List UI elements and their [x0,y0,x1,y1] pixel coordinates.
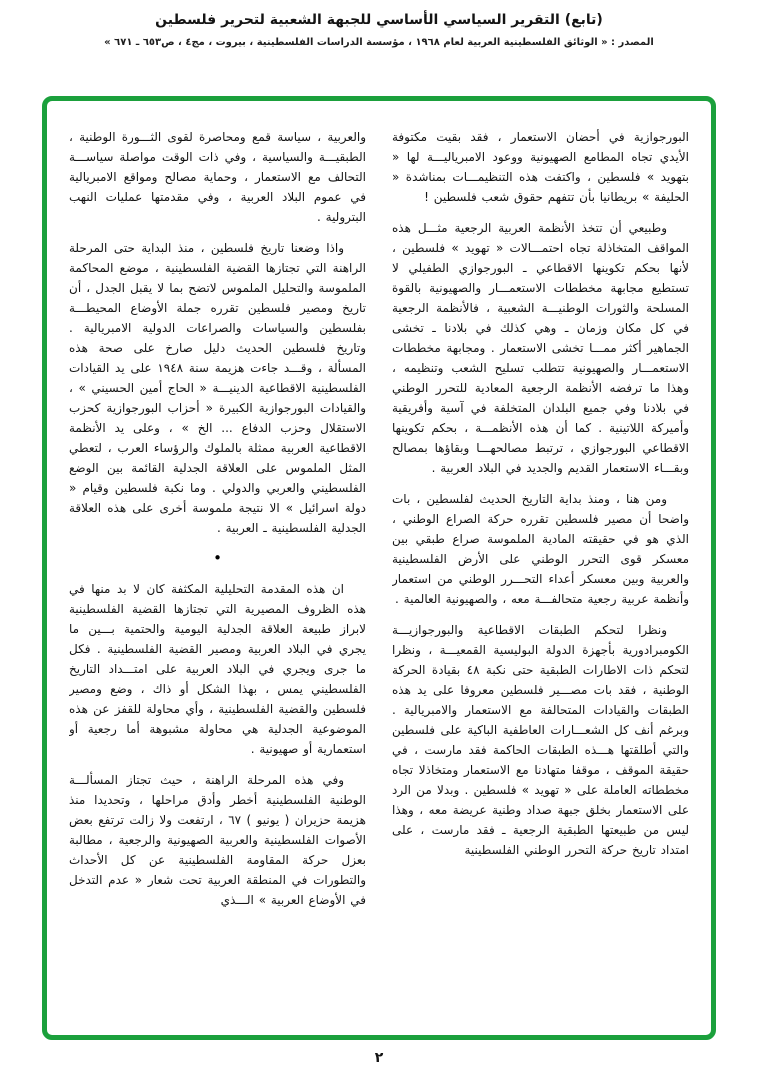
paragraph: وفي هذه المرحلة الراهنة ، حيث تجتاز المسألـــة الوطنية الفلسطينية أخطر وأدق مراحلها ، وتحديدا منذ هزيمة حزيران ( يونيو ) ٦٧ ، ارتفعت ولا زالت ترتفع بعض الأصوات الفلسطينية والعربية الصهيونية والرجعية ، مطالبة بعزل حركة المقاومة الفلسطينية عن كل الأحداث والتطورات في المنطقة العربية تحت شعار « عدم التدخل في الأوضاع العربية » الـــذي [69,773,366,907]
document-header [0,0,758,48]
document-title: (تابع) التقرير السياسي الأساسي للجبهة الشعبية لتحرير فلسطين [155,12,603,28]
document-footer [0,1050,758,1066]
paragraph: ونظرا لتحكم الطبقات الاقطاعية والبورجوازيـــة الكومبرادورية بأجهزة الدولة البوليسية القمعيـــة ، ونظرا لتحكم ذات الاطارات الطبقية حتى نكبة ٤٨ بقيادة الحركة الوطنية ، فقد بات مصـــير فلسطين معروفا على يد هذه الطبقات والقيادات المتحالفة مع الاستعمار والامبريالية . وبرغم أنف كل الشعـــارات العاطفية الباكية على فلسطين والتي أطلقتها هـــذه الطبقات الحاكمة فقد مارست ، في حقيقة الموقف ، موقفا متهادنا مع الاستعمار ومتخاذلا تجاه مخططاته العاملة على « تهويد » فلسطين . وبدلا من الرد على الاستعمار بخلق جبهة صداد وطنية عريضة معه ، وهذا ليس من طبيعتها الطبقية الرجعية ـ فقد مارست ، على امتداد تاريخ حركة التحرر الوطني الفلسطينية [392,623,689,857]
paragraph: وطبيعي أن تتخذ الأنظمة العربية الرجعية مثـــل هذه المواقف المتخاذلة تجاه احتمـــالات « تهويد » فلسطين ، لأنها بحكم تكوينها الاقطاعي ـ البورجوازي الطفيلي لا تستطيع مجابهة مخططات الاستعمـــار والصهيونية بالقوة المسلحة والثورات الوطنيـــة الشعبية ، فالأنظمة الرجعية في كل مكان وزمان ـ وهي كذلك في بلادنا ـ تخشى الجماهير أكثر ممـــا تخشى الاستعمار . ومجابهة مخططات الاستعمـــار والصهيونية تتطلب تسليح الشعب وتنظيمه ، وهذا ما ترفضه الأنظمة الرجعية المعادية للتحرر الوطني في بلادنا وفي جميع البلدان المتخلفة في آسية وأفريقية وأميركة اللاتينية . كما أن هذه الأنظمـــة ، بحكم تكوينها الاقطاعي البورجوازي ، ترتبط مصالحهـــا وبقاؤها بمصالح وبقـــاء الاستعمار القديم والجديد في البلاد العربية . [392,221,689,475]
paragraph: واذا وضعنا تاريخ فلسطين ، منذ البداية حتى المرحلة الراهنة التي تجتازها القضية الفلسطينية ، موضع المحاكمة الملموسة والتحليل الملموس لاتضح بما لا يقبل الجدل ، أن تاريخ ومصير فلسطين تقرره جملة الأوضاع المحيطـــة بفلسطين والسياسات والصراعات الدولية الامبريالية . وتاريخ فلسطين الحديث دليل صارخ على صحة هذه المسألة ، وقـــد جاءت هزيمة سنة ١٩٤٨ على يد القيادات الفلسطينية الاقطاعية الدينيـــة « الحاج أمين الحسيني » ، والقيادات البورجوازية الكبيرة « أحزاب البورجوازية كحزب الاستقلال وحزب الدفاع ... الخ » ، وعلى يد الأنظمة الاقطاعية العربية ممثلة بالملوك والرؤساء العرب ، لتعطي المثل الملموس على العلاقة الجدلية القائمة بين الوضع الفلسطيني والعربي والدولي . وما نكبة فلسطين وقيام « دولة اسرائيل » الا نتيجة ملموسة أخرى على هذه العلاقة الجدلية الفلسطينية ـ العربية . [69,241,366,535]
green-frame [42,96,716,1040]
two-column-text [69,127,689,1015]
page-number: ٢ [374,1050,384,1066]
paragraph: ومن هنا ، ومنذ بداية التاريخ الحديث لفلسطين ، بات واضحا أن مصير فلسطين تقرره حركة الصراع الوطني ، الذي هو في حقيقته المادية الملموسة صراع طبقي بين معسكر قوى التحرر الوطني على الأرض الفلسطينية والعربية وبين معسكر أعداء التحـــرر الوطني من استعمار وأنظمة عربية رجعية متحالفـــة معه ، والصهيونية العالمية . [392,492,689,606]
source-citation: المصدر : « الوثائق الفلسطينية العربية لعام ١٩٦٨ ، مؤسسة الدراسات الفلسطينية ، بيروت ، مج٤ ، ص٦٥٣ ـ ٦٧١ » [104,37,654,48]
paragraph: البورجوازية في أحضان الاستعمار ، فقد بقيت مكتوفة الأيدي تجاه المطامع الصهيونية ووعود الامبرياليـــة لها « بتهويد » فلسطين ، واكتفت هذه التنظيمـــات بمناشدة « الحليفة » بريطانيا بأن تتفهم حقوق شعب فلسطين ! [392,130,689,204]
paragraph: والعربية ، سياسة قمع ومحاصرة لقوى الثـــورة الوطنية ، الطبقيـــة والسياسية ، وفي ذات الوقت مواصلة سياســـة التحالف مع الاستعمار ، وحماية مصالح ومواقع الامبريالية في عموم البلاد العربية ، وفي مقدمتها عمليات النهب البترولية . [69,130,366,224]
column-left [69,127,366,1015]
paragraph: ان هذه المقدمة التحليلية المكثفة كان لا بد منها في هذه الظروف المصيرية التي تجتازها القضية الفلسطينية لابراز طبيعة العلاقة الجدلية اليومية والحتمية بـــين ما يجري في البلاد العربية ومصير القضية الفلسطينية . فكل ما جرى ويجري في البلاد العربية على امتـــداد التاريخ الفلسطيني يمس ، بهذا الشكل أو ذاك ، وضع ومصير فلسطين والقضية الفلسطينية ، وأي محاولة للقفز عن هذه الموضوعية الجدلية هي محاولة مشبوهة أما رجعية أو استعمارية أو صهيونية . [69,582,366,756]
separator-bullet: • [213,549,222,567]
column-right [392,127,689,1015]
